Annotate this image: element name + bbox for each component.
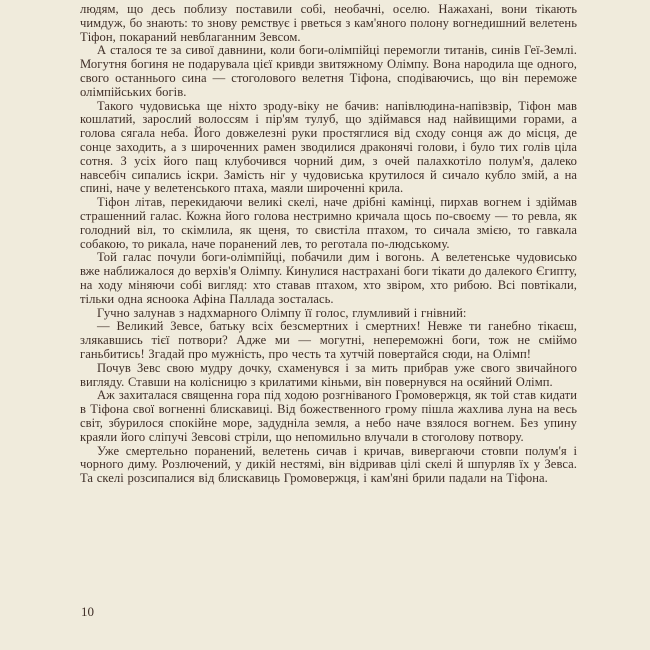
paragraph: Гучно залунав з надхмарного Олімпу її голос, глумливий і гнівний: [97, 305, 467, 320]
paragraph: Почув Зевс свою мудру дочку, схаменувся і за мить прибрав уже свого звичайного вигляду. Ставши на колісницю з крилатими кіньми, він повернувся на осяйний Олімп. [80, 360, 577, 389]
paragraph: Уже смертельно поранений, велетень сичав і кричав, вивергаючи стовпи полум'я і чорного диму. Розлючений, у дикій нестямі, він відривав цілі скелі й шпурляв їх у Зевса. Та скелі розсипалися від блискавиць Громовержця, і кам'яні брили падали на Тіфона. [80, 443, 577, 486]
page-number: 10 [81, 604, 94, 619]
paragraph: Аж захиталася священна гора під ходою розгніваного Громовержця, як той став кидати в Тіфона свої вогненні блискавиці. Від божественного грому пішла жахлива луна на весь світ, збурилося спокійне море, задудніла земля, а небо наче взялося вогнем. Без упину краяли його сліпучі Зевсові стріли, що непомильно влучали в стоголову потвору. [80, 388, 577, 444]
text-block [80, 3, 577, 486]
paragraph: Такого чудовиська ще ніхто зроду-віку не бачив: напівлюдина-напівзвір, Тіфон мав кошлатий, зарослий волоссям і пір'ям тулуб, що здіймався над найвищими горами, а голова сягала неба. Його довжелезні руки простяглися від сходу сонця аж до місця, де сонце заходить, а з широченних рамен зводилися драконячі голови, і було тих голів ціла сотня. З усіх його пащ клубочився чорний дим, з очей палахкотіло полум'я, далеко навсебіч сипались іскри. Замість ніг у чудовиська крутилося й сичало кубло змій, а на спині, наче у велетенського птаха, маяли широченні крила. [80, 98, 577, 196]
paragraph: А сталося те за сивої давнини, коли боги-олімпійці перемогли титанів, синів Геї-Землі. Могутня богиня не подарувала цієї кривди звитяжному Олімпу. Вона народила ще одного, свого останнього сина — стоголового велетня Тіфона, сподіваючись, що він переможе олімпійських богів. [80, 43, 577, 99]
paragraph: Той галас почули боги-олімпійці, побачили дим і вогонь. А велетенське чудовисько вже наближалося до верхів'я Олімпу. Кинулися настрахані боги тікати до далекого Єгипту, на ходу міняючи собі вигляд: хто ставав птахом, хто звіром, хто рибою. Всі повтікали, тільки одна ясноока Афіна Паллада зосталась. [80, 250, 577, 306]
paragraph: — Великий Зевсе, батьку всіх безсмертних і смертних! Невже ти ганебно тікаєш, злякавшись тієї потвори? Адже ми — могутні, непереможні боги, тож не сміймо ганьбитись! Згадай про мужність, про честь та хутчій повертайся сюди, на Олімп! [80, 319, 577, 361]
paragraph: людям, що десь поблизу поставили собі, необачні, оселю. Нажахані, вони тікають чимдуж, бо знають: то знову ремствує і рветься з кам'яного полону вогнедишний велетень Тіфон, покараний невблаганним Зевсом. [80, 2, 577, 44]
paragraph: Тіфон літав, перекидаючи великі скелі, наче дрібні камінці, пирхав вогнем і здіймав страшенний галас. Кожна його голова нестримно кричала щось по-своєму — то ревла, як голодний віл, то скімлила, як щеня, то свистіла птахом, то сичала змією, то гавкала собакою, то рикала, наче поранений лев, то реготала по-людському. [80, 195, 577, 251]
